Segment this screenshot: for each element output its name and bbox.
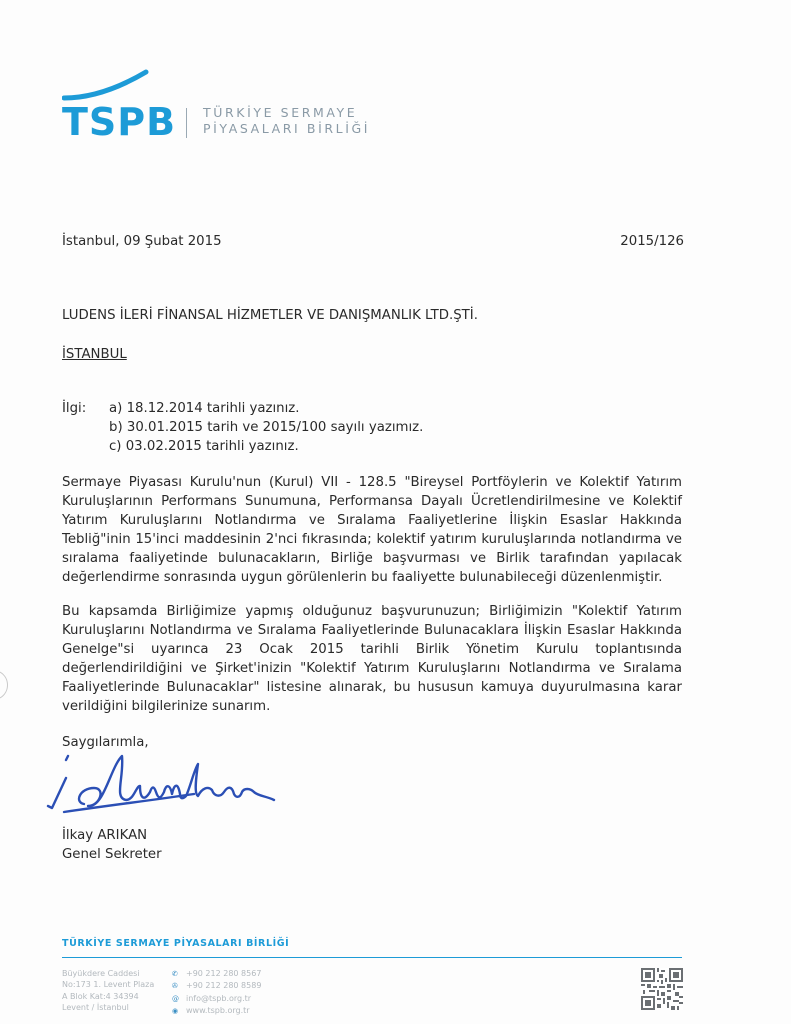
body-paragraph-2: Bu kapsamda Birliğimize yapmış olduğunuz başvurunuzun; Birliğimizin "Kolektif Yatırım Kuruluşlarını Notlandırma ve Sıralama Faaliyetlerinde Bulunacaklara İlişkin Esaslar Hakkında Genelge"si uyarınca 23 Ocak 2015 tarihli Birlik Yönetim Kurulu toplantısında değerlendirildiğini ve Şirket'inizin "Kolektif Yatırım Kuruluşlarını Notlandırma ve Sıralama Faaliyetlerinde Bulunacaklar" listesine alınarak, bu hususun kamuya duyurulmasına karar verildiğini bilgilerinize sunarım. <box>62 604 682 714</box>
contact-email: @ info@tspb.org.tr <box>172 993 261 1005</box>
organization-name-line1: TÜRKİYE SERMAYE <box>203 105 358 120</box>
email-icon: @ <box>172 994 179 1003</box>
footer-contacts <box>172 968 261 1017</box>
handwritten-signature <box>44 748 284 816</box>
contact-phone: ✆ +90 212 280 8567 <box>172 968 261 980</box>
closing-phrase: Saygılarımla, <box>62 735 149 750</box>
addressee: LUDENS İLERİ FİNANSAL HİZMETLER VE DANIŞMANLIK LTD.ŞTİ. <box>62 308 478 323</box>
reference-item: b) 30.01.2015 tarih ve 2015/100 sayılı yazımız. <box>109 420 424 435</box>
letter-date: İstanbul, 09 Şubat 2015 <box>62 234 222 249</box>
organization-name-line2: PİYASALARI BİRLİĞİ <box>203 121 371 136</box>
fax-icon: ✇ <box>172 982 178 991</box>
signer-block <box>62 826 162 864</box>
reference-list <box>109 399 423 456</box>
web-icon: ◉ <box>172 1006 179 1015</box>
contact-web: ◉ www.tspb.org.tr <box>172 1005 261 1017</box>
logo-divider <box>186 108 187 138</box>
address-line: Levent / İstanbul <box>62 1002 129 1012</box>
footer-divider <box>62 957 682 958</box>
signer-title: Genel Sekreter <box>62 847 162 862</box>
address-line: No:173 1. Levent Plaza <box>62 980 155 990</box>
body-paragraph-1: Sermaye Piyasası Kurulu'nun (Kurul) VII - 128.5 "Bireysel Portföylerin ve Kolektif Yatırım Kuruluşlarının Performans Sunumuna, Performansa Dayalı Ücretlendirilmesine ve Kolektif Yatırım Kuruluşlarını Notlandırma ve Sıralama Faaliyetlerine İlişkin Esaslar Hakkında Tebliğ"inin 15'inci maddesinin 2'nci fıkrasında; kolektif yatırım kuruluşlarında notlandırma ve sıralama faaliyetinde bulunacakların, Birliğe başvurması ve Birlik tarafından yapılacak değerlendirme sonrasında uygun görülenlerin bu faaliyette bulunabileceği düzenlenmiştir. <box>62 475 682 585</box>
logo-text: TSPB <box>62 100 177 144</box>
reference-item: a) 18.12.2014 tarihli yazınız. <box>109 401 300 416</box>
qr-code-icon <box>641 968 683 1010</box>
address-line: A Blok Kat:4 34394 <box>62 991 139 1001</box>
reference-number: 2015/126 <box>620 234 684 249</box>
footer-address <box>62 968 154 1013</box>
reference-item: c) 03.02.2015 tarihli yazınız. <box>109 439 299 454</box>
addressee-city: İSTANBUL <box>62 347 127 362</box>
footer-title: TÜRKİYE SERMAYE PİYASALARI BİRLİĞİ <box>62 938 290 949</box>
tspb-arc-logo-icon <box>62 68 152 102</box>
signer-name: İlkay ARIKAN <box>62 828 148 843</box>
contact-fax: ✇ +90 212 280 8589 <box>172 980 261 992</box>
phone-icon: ✆ <box>172 970 178 978</box>
address-line: Büyükdere Caddesi <box>62 969 140 978</box>
scan-artifact <box>0 670 14 700</box>
reference-label: İlgi: <box>62 401 87 416</box>
organization-name <box>203 105 370 137</box>
